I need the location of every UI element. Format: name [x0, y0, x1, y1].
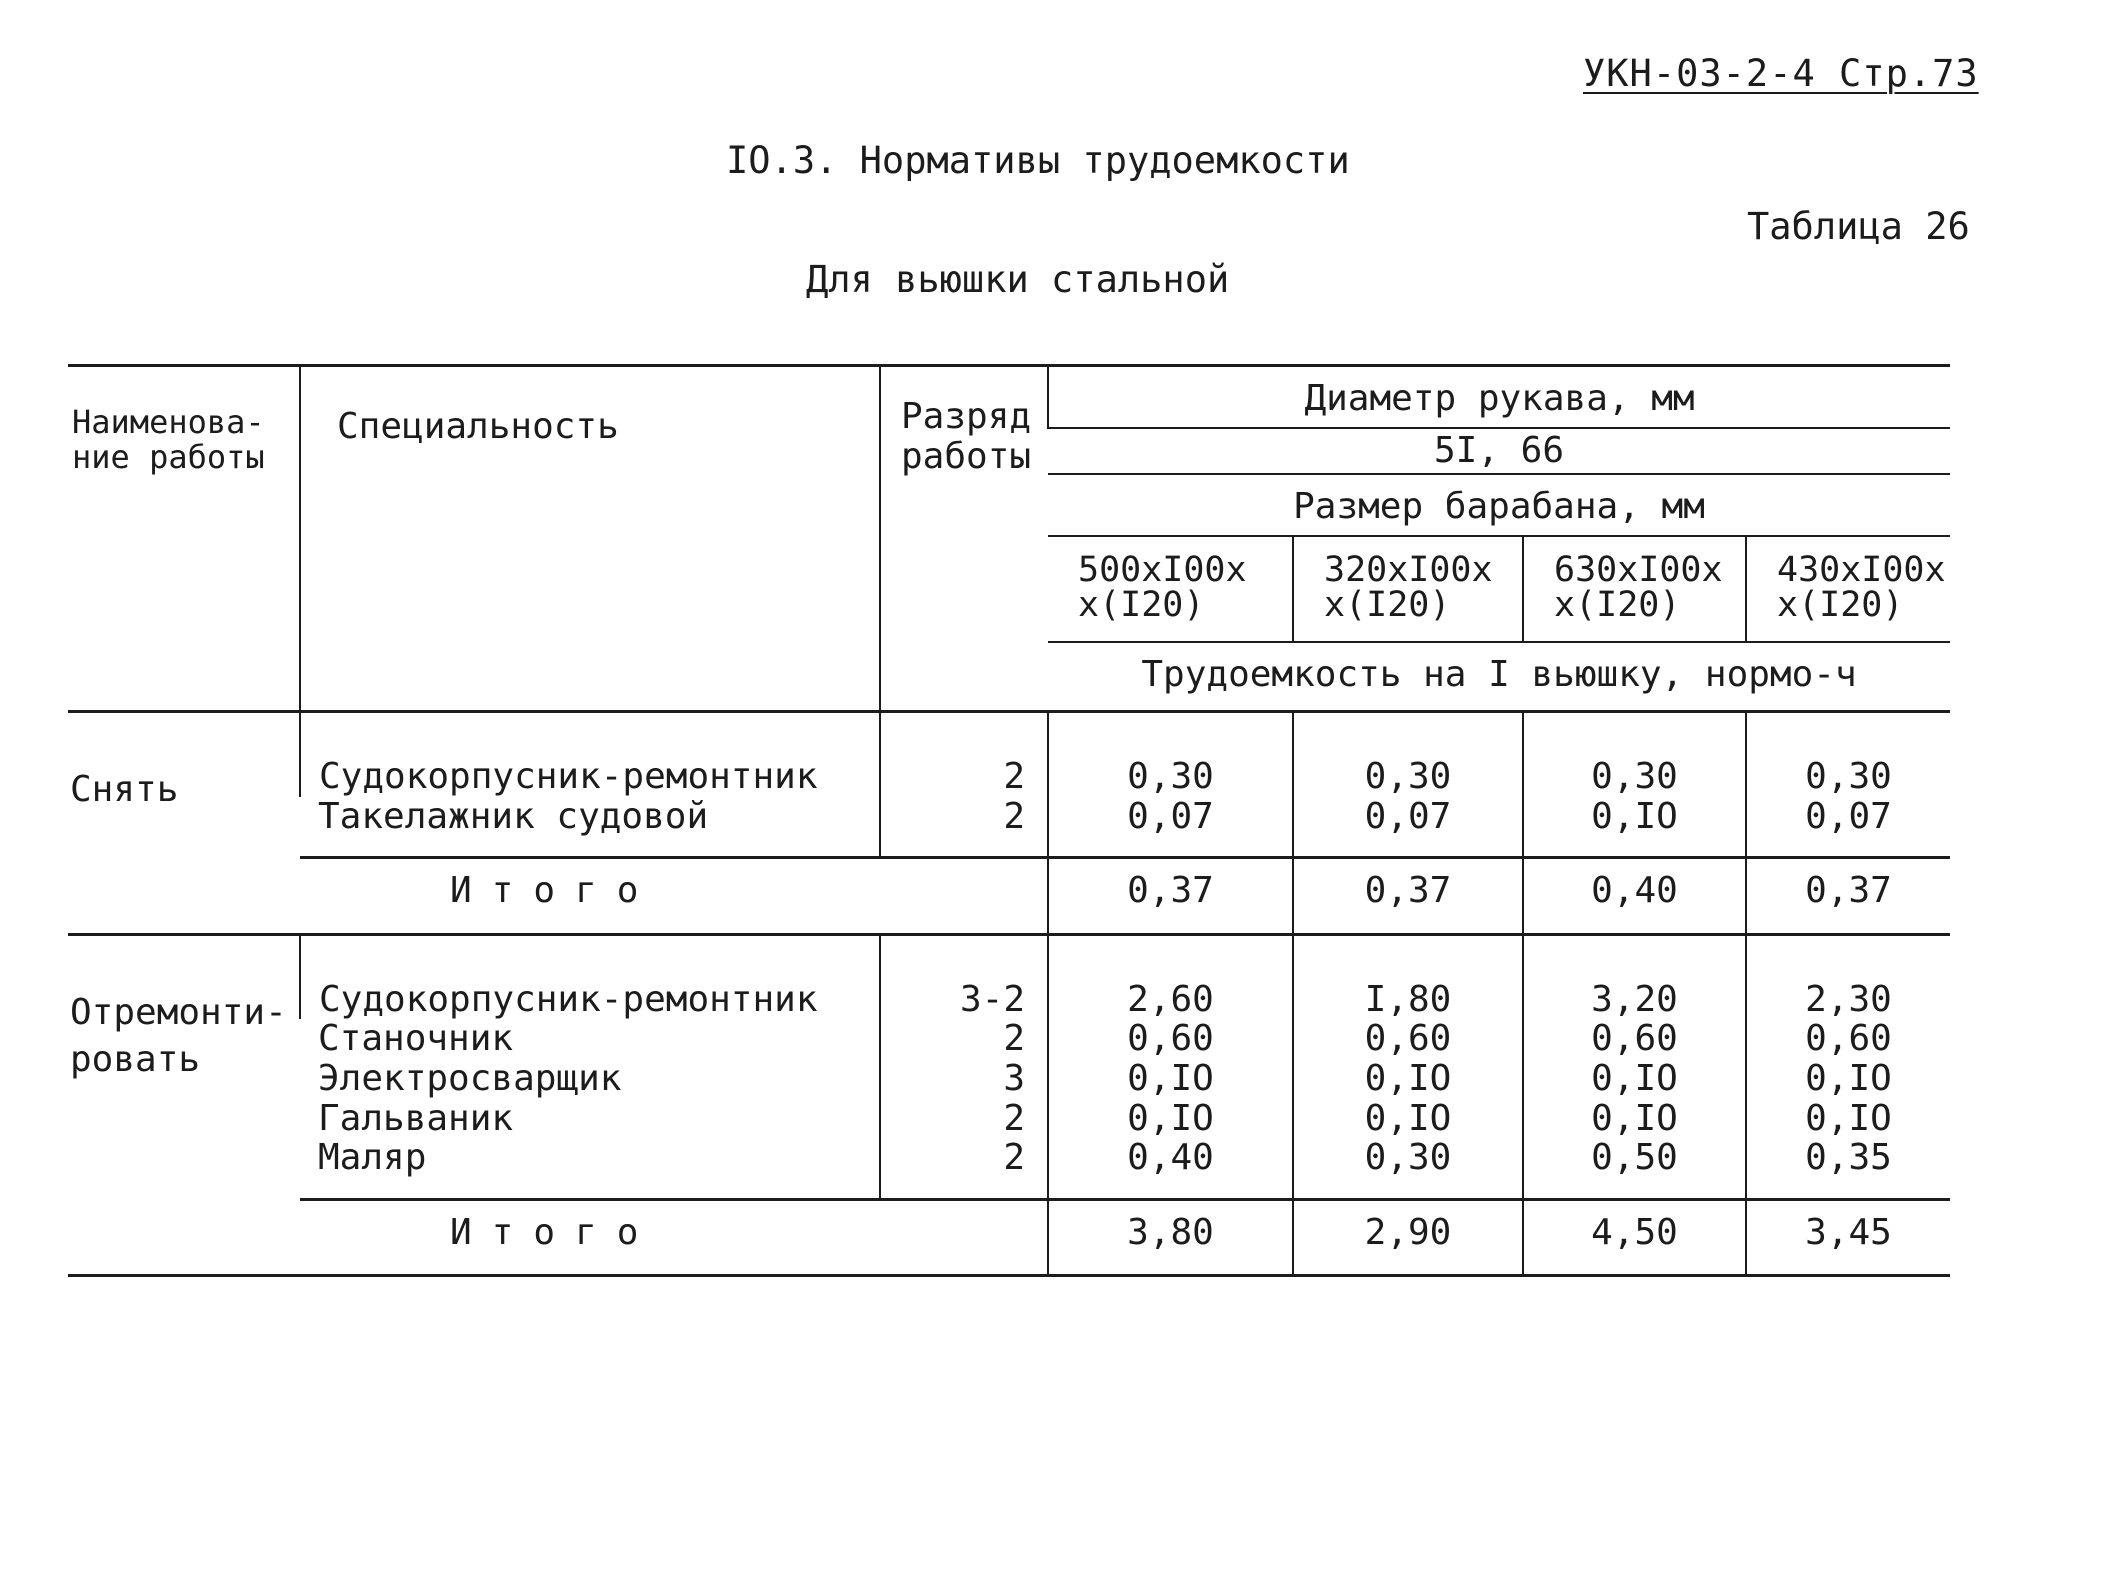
- labor-value-cell: 0,IO: [1523, 1099, 1746, 1139]
- labor-value-cell: 0,35: [1746, 1138, 1950, 1199]
- total-row: [68, 858, 1950, 935]
- table-row: [68, 712, 1950, 797]
- specialty-cell: Станочник: [318, 1018, 514, 1060]
- total-value-cell: 3,80: [1048, 1199, 1293, 1276]
- labor-value-cell: 0,40: [1048, 1138, 1293, 1199]
- labor-value-cell: 0,60: [1523, 1019, 1746, 1059]
- labor-value-cell: 0,IO: [1523, 797, 1746, 858]
- work-name-cell: Отремонти-ровать: [68, 934, 300, 1276]
- grade-cell: 2: [880, 797, 1048, 858]
- labor-value-cell: 0,30: [1048, 712, 1293, 797]
- labor-value-cell: 0,07: [1293, 797, 1523, 858]
- labor-value-cell: 0,30: [1746, 712, 1950, 797]
- grade-cell: 3: [880, 1059, 1048, 1099]
- total-value-cell: 0,37: [1293, 858, 1523, 935]
- table-row: [68, 797, 1950, 858]
- specialty-cell: Гальваник: [318, 1097, 514, 1139]
- specialty-cell: Судокорпусник-ремонтник: [300, 934, 880, 1019]
- header-labor-unit: Трудоемкость на I вьюшку, нормо-ч: [1048, 642, 1950, 712]
- total-value-cell: 4,50: [1523, 1199, 1746, 1276]
- labor-value-cell: 0,IO: [1293, 1099, 1523, 1139]
- grade-cell: 2: [880, 1019, 1048, 1059]
- labor-value-cell: I,80: [1293, 934, 1523, 1019]
- specialty-cell: Маляр: [318, 1137, 427, 1179]
- labor-value-cell: 0,30: [1523, 712, 1746, 797]
- labor-value-cell: 0,07: [1048, 797, 1293, 858]
- grade-cell: 2: [880, 1138, 1048, 1199]
- total-row: [68, 1199, 1950, 1276]
- total-value-cell: 0,37: [1048, 858, 1293, 935]
- table-row: [68, 1059, 1950, 1099]
- section-title: IO.3. Нормативы трудоемкости: [726, 139, 1350, 182]
- doc-code: УКН-03-2-4 Стр.73: [1583, 52, 1979, 95]
- total-label: Итого: [300, 858, 1048, 935]
- header-diameter-values: 5I, 66: [1048, 428, 1950, 474]
- labor-value-cell: 0,IO: [1746, 1099, 1950, 1139]
- labor-value-cell: 0,60: [1293, 1019, 1523, 1059]
- header-hose-diameter: Диаметр рукава, мм: [1048, 366, 1950, 429]
- labor-value-cell: 3,20: [1523, 934, 1746, 1019]
- labor-value-cell: 0,60: [1746, 1019, 1950, 1059]
- labor-value-cell: 0,IO: [1746, 1059, 1950, 1099]
- header-drum-size-value: 320xI00x x(I20): [1293, 536, 1523, 642]
- table-row: [68, 1138, 1950, 1199]
- header-grade: Разряд работы: [880, 366, 1048, 712]
- labor-value-cell: 2,60: [1048, 934, 1293, 1019]
- table-number: Таблица 26: [1747, 205, 1970, 248]
- labor-value-cell: 0,IO: [1523, 1059, 1746, 1099]
- grade-cell: 2: [880, 712, 1048, 797]
- total-value-cell: 0,40: [1523, 858, 1746, 935]
- table-row: [68, 1019, 1950, 1059]
- total-value-cell: 3,45: [1746, 1199, 1950, 1276]
- grade-cell: 3-2: [880, 934, 1048, 1019]
- header-drum-size-value: 500xI00x x(I20): [1048, 536, 1293, 642]
- labor-value-cell: 0,IO: [1293, 1059, 1523, 1099]
- table-row: [68, 934, 1950, 1019]
- header-specialty: Специальность: [300, 366, 880, 712]
- labor-value-cell: 0,07: [1746, 797, 1950, 858]
- total-value-cell: 0,37: [1746, 858, 1950, 935]
- total-value-cell: 2,90: [1293, 1199, 1523, 1276]
- labor-norms-table: [68, 364, 1950, 1277]
- table-row: [68, 1099, 1950, 1139]
- specialty-cell: Судокорпусник-ремонтник: [300, 712, 880, 797]
- labor-value-cell: 0,IO: [1048, 1099, 1293, 1139]
- labor-value-cell: 0,30: [1293, 712, 1523, 797]
- specialty-cell: Электросварщик: [318, 1057, 622, 1099]
- labor-value-cell: 0,IO: [1048, 1059, 1293, 1099]
- header-drum-size-value: 630xI00x x(I20): [1523, 536, 1746, 642]
- header-drum-size: Размер барабана, мм: [1048, 474, 1950, 536]
- table-subtitle: Для вьюшки стальной: [806, 258, 1230, 301]
- labor-value-cell: 0,50: [1523, 1138, 1746, 1199]
- labor-value-cell: 2,30: [1746, 934, 1950, 1019]
- work-name-cell: Снять: [68, 712, 300, 935]
- labor-value-cell: 0,60: [1048, 1019, 1293, 1059]
- specialty-cell: Такелажник судовой: [318, 795, 709, 837]
- header-work-name: Наименова-ние работы: [68, 366, 300, 712]
- header-drum-size-value: 430xI00x x(I20): [1746, 536, 1950, 642]
- total-label: Итого: [300, 1199, 1048, 1276]
- grade-cell: 2: [880, 1099, 1048, 1139]
- labor-value-cell: 0,30: [1293, 1138, 1523, 1199]
